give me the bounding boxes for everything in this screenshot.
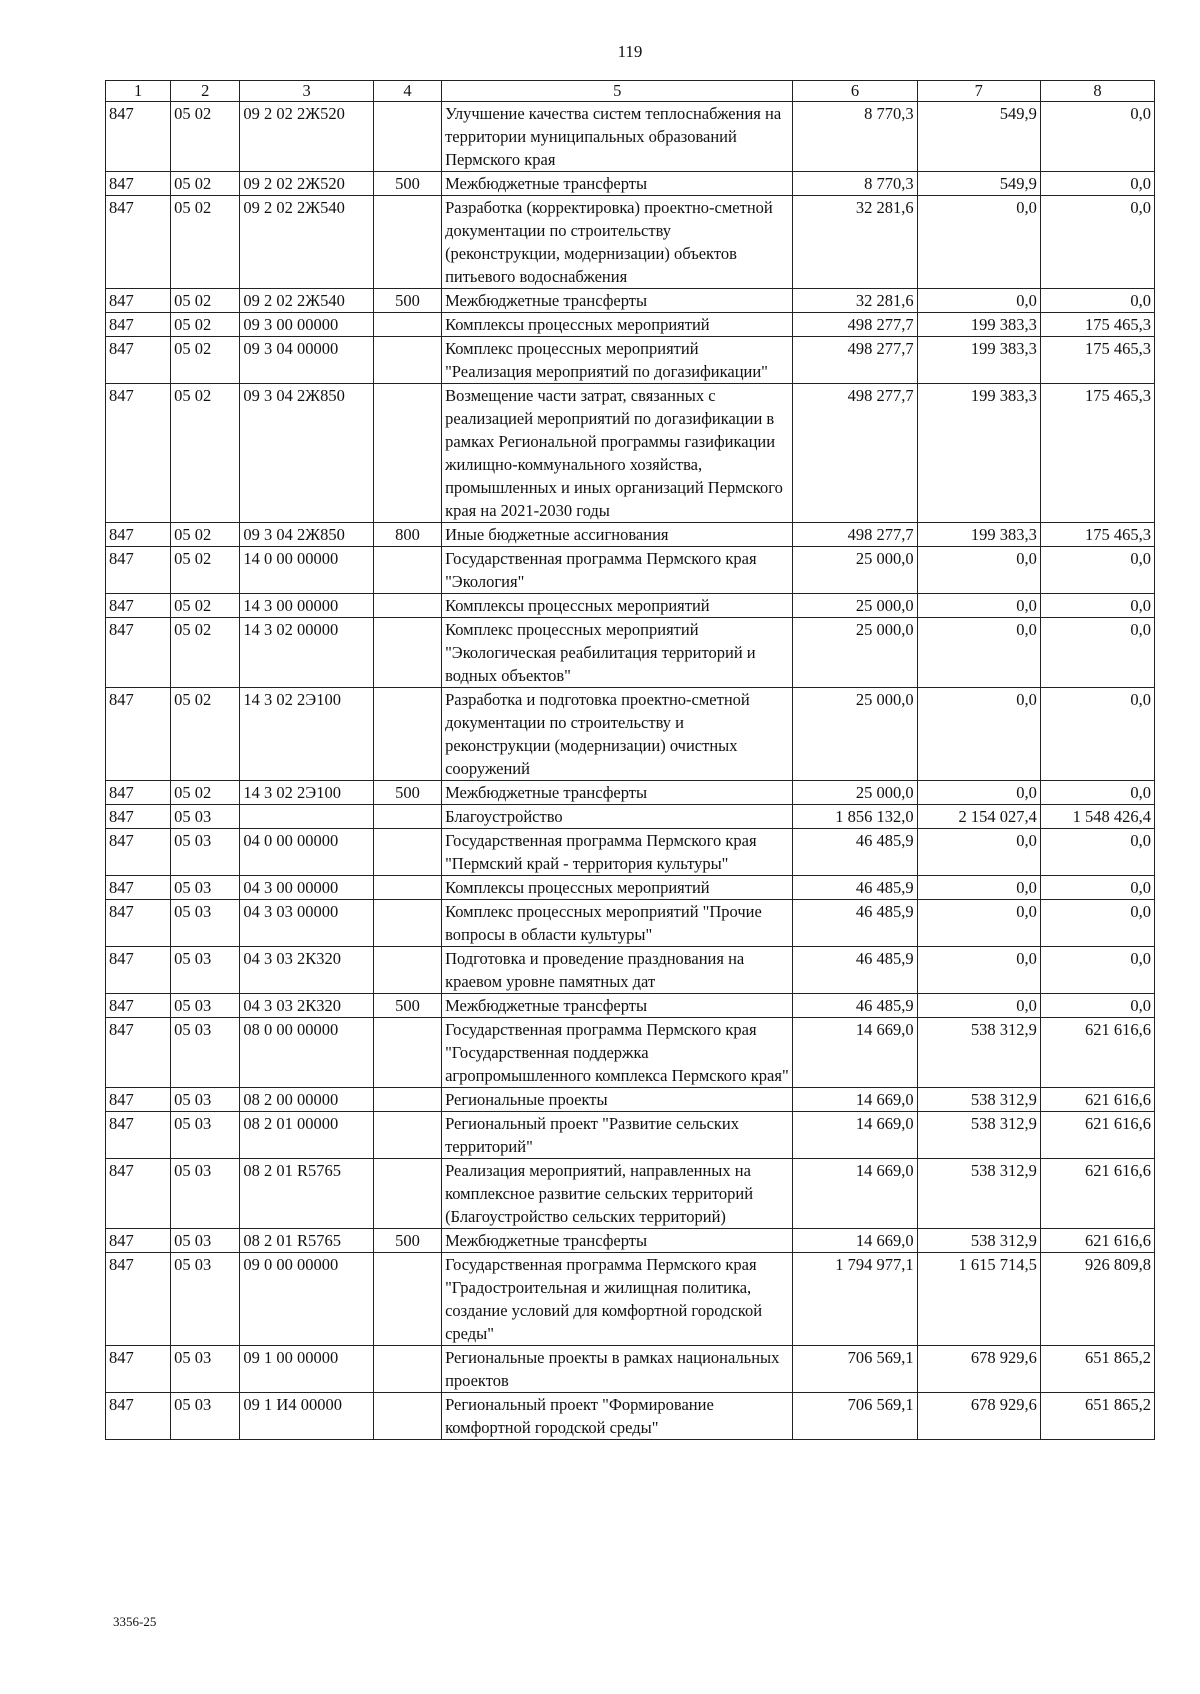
amount-col6-cell: 1 794 977,1 — [793, 1253, 917, 1346]
section-code-cell: 05 02 — [171, 196, 240, 289]
amount-col7-cell: 0,0 — [917, 688, 1040, 781]
section-code-cell: 05 03 — [171, 1346, 240, 1393]
section-code-cell: 05 02 — [171, 547, 240, 594]
amount-col6-cell: 25 000,0 — [793, 547, 917, 594]
expense-type-cell — [373, 1253, 441, 1346]
table-row — [106, 1159, 1155, 1229]
expense-type-cell — [373, 384, 441, 523]
section-code-cell: 05 03 — [171, 1229, 240, 1253]
ministry-code-cell: 847 — [106, 876, 171, 900]
section-code-cell: 05 03 — [171, 805, 240, 829]
expense-type-cell: 500 — [373, 289, 441, 313]
amount-col6-cell: 25 000,0 — [793, 688, 917, 781]
amount-col6-cell: 14 669,0 — [793, 1229, 917, 1253]
column-header-5: 5 — [442, 81, 793, 102]
amount-col7-cell: 0,0 — [917, 289, 1040, 313]
amount-col6-cell: 8 770,3 — [793, 102, 917, 172]
ministry-code-cell: 847 — [106, 1018, 171, 1088]
column-header-2: 2 — [171, 81, 240, 102]
amount-col7-cell: 0,0 — [917, 900, 1040, 947]
target-article-cell: 09 2 02 2Ж520 — [240, 172, 373, 196]
expense-type-cell — [373, 1159, 441, 1229]
amount-col7-cell: 678 929,6 — [917, 1393, 1040, 1440]
amount-col8-cell: 621 616,6 — [1040, 1159, 1154, 1229]
amount-col6-cell: 498 277,7 — [793, 337, 917, 384]
amount-col7-cell: 538 312,9 — [917, 1112, 1040, 1159]
section-code-cell: 05 03 — [171, 1112, 240, 1159]
target-article-cell: 09 3 00 00000 — [240, 313, 373, 337]
table-row — [106, 313, 1155, 337]
column-header-8: 8 — [1040, 81, 1154, 102]
amount-col7-cell: 0,0 — [917, 947, 1040, 994]
ministry-code-cell: 847 — [106, 337, 171, 384]
ministry-code-cell: 847 — [106, 172, 171, 196]
ministry-code-cell: 847 — [106, 688, 171, 781]
ministry-code-cell: 847 — [106, 547, 171, 594]
amount-col8-cell: 0,0 — [1040, 618, 1154, 688]
section-code-cell: 05 02 — [171, 384, 240, 523]
page-number: 119 — [617, 42, 643, 61]
amount-col7-cell: 1 615 714,5 — [917, 1253, 1040, 1346]
column-header-4: 4 — [373, 81, 441, 102]
table-row — [106, 384, 1155, 523]
table-row — [106, 289, 1155, 313]
table-row — [106, 1253, 1155, 1346]
document-code: 3356-25 — [113, 1614, 157, 1629]
amount-col7-cell: 678 929,6 — [917, 1346, 1040, 1393]
amount-col8-cell: 621 616,6 — [1040, 1112, 1154, 1159]
amount-col8-cell: 175 465,3 — [1040, 384, 1154, 523]
amount-col8-cell: 0,0 — [1040, 688, 1154, 781]
target-article-cell: 08 2 01 R5765 — [240, 1229, 373, 1253]
target-article-cell: 08 0 00 00000 — [240, 1018, 373, 1088]
amount-col8-cell: 0,0 — [1040, 781, 1154, 805]
amount-col8-cell: 0,0 — [1040, 289, 1154, 313]
section-code-cell: 05 02 — [171, 618, 240, 688]
table-row — [106, 102, 1155, 172]
amount-col7-cell: 0,0 — [917, 547, 1040, 594]
expense-type-cell — [373, 594, 441, 618]
description-cell: Комплексы процессных мероприятий — [442, 313, 793, 337]
expense-type-cell — [373, 876, 441, 900]
amount-col6-cell: 14 669,0 — [793, 1088, 917, 1112]
amount-col6-cell: 46 485,9 — [793, 829, 917, 876]
amount-col7-cell: 0,0 — [917, 594, 1040, 618]
description-cell: Межбюджетные трансферты — [442, 172, 793, 196]
target-article-cell: 09 3 04 2Ж850 — [240, 523, 373, 547]
table-row — [106, 1112, 1155, 1159]
expense-type-cell: 500 — [373, 781, 441, 805]
expense-type-cell — [373, 688, 441, 781]
ministry-code-cell: 847 — [106, 1229, 171, 1253]
ministry-code-cell: 847 — [106, 1253, 171, 1346]
expense-type-cell — [373, 829, 441, 876]
amount-col6-cell: 14 669,0 — [793, 1112, 917, 1159]
target-article-cell: 14 0 00 00000 — [240, 547, 373, 594]
amount-col8-cell: 651 865,2 — [1040, 1393, 1154, 1440]
amount-col8-cell: 0,0 — [1040, 876, 1154, 900]
expense-type-cell — [373, 1112, 441, 1159]
ministry-code-cell: 847 — [106, 313, 171, 337]
amount-col6-cell: 14 669,0 — [793, 1159, 917, 1229]
amount-col8-cell: 175 465,3 — [1040, 337, 1154, 384]
expense-type-cell — [373, 313, 441, 337]
description-cell: Комплексы процессных мероприятий — [442, 594, 793, 618]
amount-col8-cell: 0,0 — [1040, 947, 1154, 994]
table-row — [106, 337, 1155, 384]
description-cell: Государственная программа Пермского края "Пермский край - территория культуры" — [442, 829, 793, 876]
table-row — [106, 781, 1155, 805]
amount-col7-cell: 0,0 — [917, 994, 1040, 1018]
amount-col6-cell: 32 281,6 — [793, 196, 917, 289]
description-cell: Межбюджетные трансферты — [442, 289, 793, 313]
amount-col7-cell: 549,9 — [917, 102, 1040, 172]
section-code-cell: 05 03 — [171, 1253, 240, 1346]
amount-col7-cell: 199 383,3 — [917, 313, 1040, 337]
expense-type-cell — [373, 337, 441, 384]
section-code-cell: 05 03 — [171, 1018, 240, 1088]
description-cell: Комплекс процессных мероприятий "Реализация мероприятий по догазификации" — [442, 337, 793, 384]
table-row — [106, 196, 1155, 289]
ministry-code-cell: 847 — [106, 805, 171, 829]
section-code-cell: 05 02 — [171, 594, 240, 618]
table-row — [106, 1393, 1155, 1440]
target-article-cell: 09 3 04 00000 — [240, 337, 373, 384]
ministry-code-cell: 847 — [106, 1346, 171, 1393]
expense-type-cell — [373, 1346, 441, 1393]
amount-col6-cell: 25 000,0 — [793, 781, 917, 805]
column-header-6: 6 — [793, 81, 917, 102]
expense-type-cell: 500 — [373, 172, 441, 196]
description-cell: Межбюджетные трансферты — [442, 781, 793, 805]
amount-col8-cell: 0,0 — [1040, 102, 1154, 172]
expense-type-cell — [373, 900, 441, 947]
amount-col7-cell: 199 383,3 — [917, 523, 1040, 547]
amount-col7-cell: 538 312,9 — [917, 1229, 1040, 1253]
ministry-code-cell: 847 — [106, 947, 171, 994]
table-row — [106, 805, 1155, 829]
ministry-code-cell: 847 — [106, 1393, 171, 1440]
target-article-cell: 08 2 00 00000 — [240, 1088, 373, 1112]
ministry-code-cell: 847 — [106, 523, 171, 547]
target-article-cell: 09 1 00 00000 — [240, 1346, 373, 1393]
expense-type-cell — [373, 805, 441, 829]
amount-col7-cell: 199 383,3 — [917, 337, 1040, 384]
amount-col6-cell: 498 277,7 — [793, 384, 917, 523]
amount-col8-cell: 0,0 — [1040, 547, 1154, 594]
table-row — [106, 547, 1155, 594]
column-header-3: 3 — [240, 81, 373, 102]
amount-col6-cell: 498 277,7 — [793, 523, 917, 547]
section-code-cell: 05 03 — [171, 1088, 240, 1112]
table-row — [106, 523, 1155, 547]
ministry-code-cell: 847 — [106, 781, 171, 805]
target-article-cell: 04 3 03 2К320 — [240, 994, 373, 1018]
description-cell: Разработка (корректировка) проектно-сметной документации по строительству (реконструкции, модернизации) объектов питьевого водоснабжения — [442, 196, 793, 289]
target-article-cell: 09 2 02 2Ж520 — [240, 102, 373, 172]
description-cell: Государственная программа Пермского края "Экология" — [442, 547, 793, 594]
ministry-code-cell: 847 — [106, 196, 171, 289]
description-cell: Реализация мероприятий, направленных на комплексное развитие сельских территорий (Благоустройство сельских территорий) — [442, 1159, 793, 1229]
target-article-cell: 09 1 И4 00000 — [240, 1393, 373, 1440]
amount-col8-cell: 926 809,8 — [1040, 1253, 1154, 1346]
amount-col8-cell: 621 616,6 — [1040, 1229, 1154, 1253]
description-cell: Комплексы процессных мероприятий — [442, 876, 793, 900]
table-row — [106, 994, 1155, 1018]
expense-type-cell: 500 — [373, 1229, 441, 1253]
target-article-cell: 04 3 03 00000 — [240, 900, 373, 947]
section-code-cell: 05 03 — [171, 829, 240, 876]
target-article-cell: 09 0 00 00000 — [240, 1253, 373, 1346]
amount-col7-cell: 538 312,9 — [917, 1088, 1040, 1112]
amount-col6-cell: 498 277,7 — [793, 313, 917, 337]
section-code-cell: 05 03 — [171, 1393, 240, 1440]
expense-type-cell — [373, 1088, 441, 1112]
section-code-cell: 05 02 — [171, 313, 240, 337]
description-cell: Разработка и подготовка проектно-сметной документации по строительству и реконструкции (модернизации) очистных сооружений — [442, 688, 793, 781]
amount-col6-cell: 706 569,1 — [793, 1346, 917, 1393]
amount-col7-cell: 0,0 — [917, 876, 1040, 900]
description-cell: Региональные проекты — [442, 1088, 793, 1112]
section-code-cell: 05 02 — [171, 102, 240, 172]
ministry-code-cell: 847 — [106, 1112, 171, 1159]
amount-col8-cell: 0,0 — [1040, 900, 1154, 947]
expense-type-cell — [373, 547, 441, 594]
table-row — [106, 829, 1155, 876]
table-header-row — [106, 81, 1155, 102]
target-article-cell: 14 3 02 00000 — [240, 618, 373, 688]
amount-col8-cell: 621 616,6 — [1040, 1088, 1154, 1112]
table-row — [106, 1346, 1155, 1393]
column-header-7: 7 — [917, 81, 1040, 102]
table-row — [106, 688, 1155, 781]
table-row — [106, 172, 1155, 196]
expense-type-cell — [373, 1018, 441, 1088]
ministry-code-cell: 847 — [106, 289, 171, 313]
amount-col7-cell: 0,0 — [917, 829, 1040, 876]
description-cell: Улучшение качества систем теплоснабжения на территории муниципальных образований Пермского края — [442, 102, 793, 172]
table-row — [106, 594, 1155, 618]
target-article-cell: 04 0 00 00000 — [240, 829, 373, 876]
amount-col8-cell: 0,0 — [1040, 829, 1154, 876]
amount-col8-cell: 0,0 — [1040, 196, 1154, 289]
amount-col8-cell: 0,0 — [1040, 994, 1154, 1018]
amount-col8-cell: 621 616,6 — [1040, 1018, 1154, 1088]
section-code-cell: 05 02 — [171, 337, 240, 384]
description-cell: Межбюджетные трансферты — [442, 1229, 793, 1253]
description-cell: Комплекс процессных мероприятий "Экологическая реабилитация территорий и водных объектов" — [442, 618, 793, 688]
description-cell: Государственная программа Пермского края "Государственная поддержка агропромышленного комплекса Пермского края" — [442, 1018, 793, 1088]
description-cell: Подготовка и проведение празднования на краевом уровне памятных дат — [442, 947, 793, 994]
target-article-cell: 04 3 03 2К320 — [240, 947, 373, 994]
amount-col7-cell: 0,0 — [917, 196, 1040, 289]
column-header-1: 1 — [106, 81, 171, 102]
section-code-cell: 05 03 — [171, 1159, 240, 1229]
amount-col6-cell: 25 000,0 — [793, 618, 917, 688]
target-article-cell: 14 3 02 2Э100 — [240, 688, 373, 781]
expense-type-cell — [373, 102, 441, 172]
amount-col6-cell: 14 669,0 — [793, 1018, 917, 1088]
description-cell: Региональный проект "Формирование комфортной городской среды" — [442, 1393, 793, 1440]
amount-col6-cell: 46 485,9 — [793, 876, 917, 900]
section-code-cell: 05 03 — [171, 994, 240, 1018]
ministry-code-cell: 847 — [106, 1088, 171, 1112]
description-cell: Комплекс процессных мероприятий "Прочие вопросы в области культуры" — [442, 900, 793, 947]
section-code-cell: 05 03 — [171, 876, 240, 900]
target-article-cell: 04 3 00 00000 — [240, 876, 373, 900]
target-article-cell — [240, 805, 373, 829]
amount-col7-cell: 0,0 — [917, 781, 1040, 805]
table-row — [106, 947, 1155, 994]
table-body — [106, 102, 1155, 1440]
description-cell: Региональные проекты в рамках национальных проектов — [442, 1346, 793, 1393]
amount-col7-cell: 549,9 — [917, 172, 1040, 196]
section-code-cell: 05 03 — [171, 947, 240, 994]
table-row — [106, 1229, 1155, 1253]
budget-table — [105, 80, 1155, 1440]
description-cell: Межбюджетные трансферты — [442, 994, 793, 1018]
amount-col6-cell: 32 281,6 — [793, 289, 917, 313]
amount-col8-cell: 175 465,3 — [1040, 313, 1154, 337]
amount-col6-cell: 46 485,9 — [793, 947, 917, 994]
expense-type-cell: 500 — [373, 994, 441, 1018]
amount-col6-cell: 46 485,9 — [793, 994, 917, 1018]
section-code-cell: 05 02 — [171, 172, 240, 196]
description-cell: Иные бюджетные ассигнования — [442, 523, 793, 547]
section-code-cell: 05 02 — [171, 781, 240, 805]
ministry-code-cell: 847 — [106, 102, 171, 172]
amount-col8-cell: 175 465,3 — [1040, 523, 1154, 547]
amount-col6-cell: 1 856 132,0 — [793, 805, 917, 829]
amount-col8-cell: 0,0 — [1040, 594, 1154, 618]
table-row — [106, 900, 1155, 947]
section-code-cell: 05 03 — [171, 900, 240, 947]
target-article-cell: 09 3 04 2Ж850 — [240, 384, 373, 523]
target-article-cell: 08 2 01 R5765 — [240, 1159, 373, 1229]
section-code-cell: 05 02 — [171, 289, 240, 313]
amount-col8-cell: 651 865,2 — [1040, 1346, 1154, 1393]
amount-col7-cell: 199 383,3 — [917, 384, 1040, 523]
table-row — [106, 876, 1155, 900]
description-cell: Государственная программа Пермского края "Градостроительная и жилищная политика, создание условий для комфортной городской среды" — [442, 1253, 793, 1346]
expense-type-cell — [373, 1393, 441, 1440]
ministry-code-cell: 847 — [106, 829, 171, 876]
amount-col6-cell: 8 770,3 — [793, 172, 917, 196]
section-code-cell: 05 02 — [171, 523, 240, 547]
amount-col7-cell: 2 154 027,4 — [917, 805, 1040, 829]
amount-col7-cell: 0,0 — [917, 618, 1040, 688]
expense-type-cell — [373, 947, 441, 994]
description-cell: Региональный проект "Развитие сельских территорий" — [442, 1112, 793, 1159]
table-row — [106, 618, 1155, 688]
ministry-code-cell: 847 — [106, 384, 171, 523]
target-article-cell: 14 3 00 00000 — [240, 594, 373, 618]
amount-col6-cell: 46 485,9 — [793, 900, 917, 947]
ministry-code-cell: 847 — [106, 594, 171, 618]
expense-type-cell — [373, 196, 441, 289]
expense-type-cell: 800 — [373, 523, 441, 547]
target-article-cell: 09 2 02 2Ж540 — [240, 196, 373, 289]
target-article-cell: 08 2 01 00000 — [240, 1112, 373, 1159]
description-cell: Благоустройство — [442, 805, 793, 829]
ministry-code-cell: 847 — [106, 1159, 171, 1229]
target-article-cell: 14 3 02 2Э100 — [240, 781, 373, 805]
description-cell: Возмещение части затрат, связанных с реализацией мероприятий по догазификации в рамках Региональной программы газификации жилищно-коммунального хозяйства, промышленных и иных организаций Пермского края на 2021-2030 годы — [442, 384, 793, 523]
section-code-cell: 05 02 — [171, 688, 240, 781]
amount-col7-cell: 538 312,9 — [917, 1159, 1040, 1229]
target-article-cell: 09 2 02 2Ж540 — [240, 289, 373, 313]
amount-col6-cell: 706 569,1 — [793, 1393, 917, 1440]
table-row — [106, 1088, 1155, 1112]
ministry-code-cell: 847 — [106, 900, 171, 947]
ministry-code-cell: 847 — [106, 618, 171, 688]
ministry-code-cell: 847 — [106, 994, 171, 1018]
amount-col7-cell: 538 312,9 — [917, 1018, 1040, 1088]
amount-col8-cell: 0,0 — [1040, 172, 1154, 196]
amount-col6-cell: 25 000,0 — [793, 594, 917, 618]
amount-col8-cell: 1 548 426,4 — [1040, 805, 1154, 829]
table-row — [106, 1018, 1155, 1088]
expense-type-cell — [373, 618, 441, 688]
